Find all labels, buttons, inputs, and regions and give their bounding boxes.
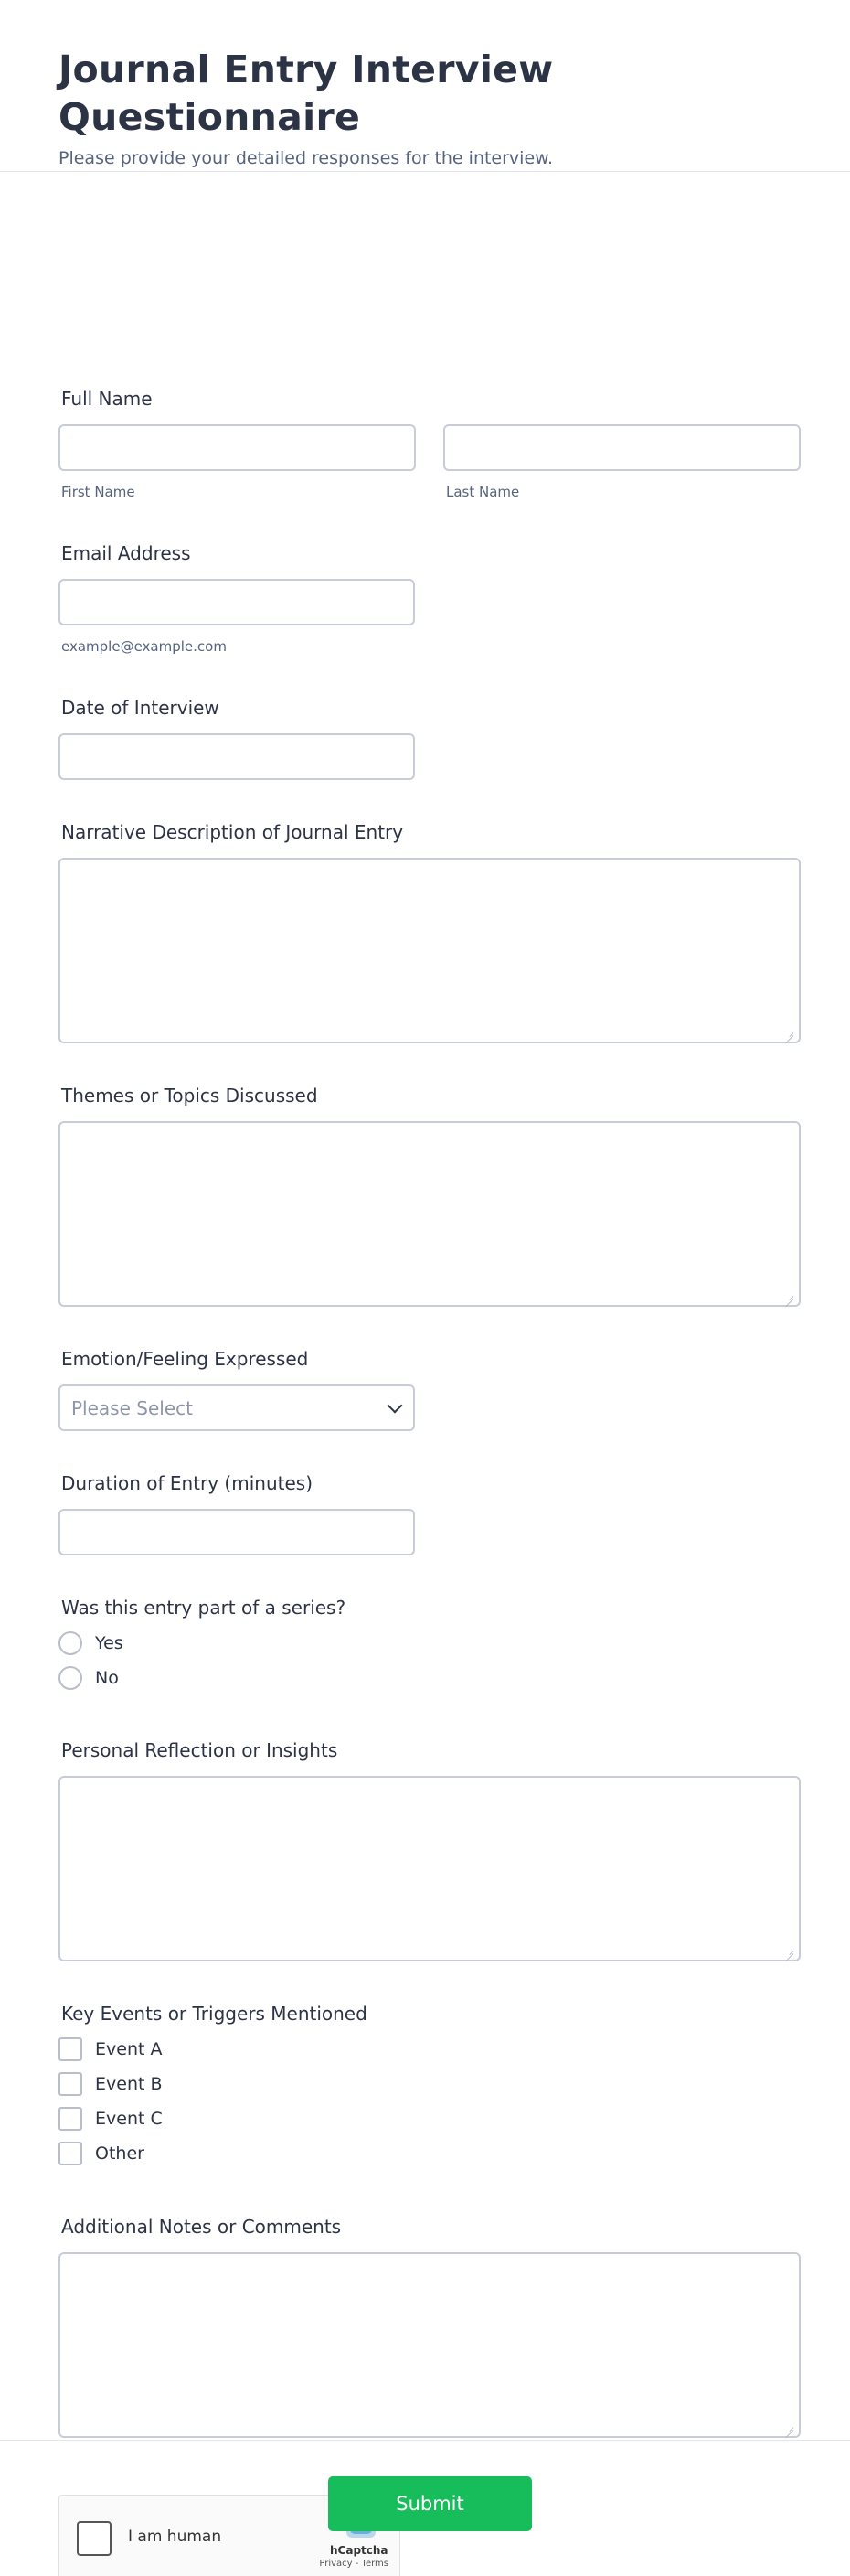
emotion-select-value: Please Select	[71, 1396, 193, 1419]
page-title: Journal Entry Interview Questionnaire	[58, 48, 554, 139]
email-input[interactable]	[58, 579, 415, 625]
narrative-field	[58, 821, 801, 1043]
events-field	[58, 2003, 801, 2171]
notes-textarea[interactable]	[58, 2252, 801, 2438]
series-option-label: Yes	[95, 1633, 123, 1653]
themes-label: Themes or Topics Discussed	[61, 1085, 318, 1106]
series-option-no[interactable]	[58, 1661, 801, 1695]
date-label: Date of Interview	[61, 697, 219, 719]
narrative-label: Narrative Description of Journal Entry	[61, 821, 404, 843]
captcha-brand: hCaptcha	[330, 2544, 388, 2557]
resize-grip-icon[interactable]	[785, 1291, 793, 1299]
series-option-yes[interactable]	[58, 1626, 801, 1661]
checkbox[interactable]	[58, 2037, 82, 2061]
first-name-sublabel: First Name	[61, 484, 135, 500]
reflection-field	[58, 1739, 801, 1961]
emotion-select[interactable]	[58, 1384, 415, 1431]
event-option-c[interactable]	[58, 2101, 801, 2136]
duration-field	[58, 1472, 801, 1555]
resize-grip-icon[interactable]	[785, 1946, 793, 1954]
narrative-textarea[interactable]	[58, 858, 801, 1043]
resize-grip-icon[interactable]	[785, 2422, 793, 2431]
event-option-other[interactable]	[58, 2136, 801, 2171]
date-field	[58, 697, 801, 780]
full-name-field	[58, 388, 801, 500]
captcha-label: I am human	[128, 2528, 222, 2546]
event-option-label: Event C	[95, 2109, 163, 2129]
last-name-sublabel: Last Name	[446, 484, 520, 500]
form-footer	[0, 2440, 850, 2576]
checkbox[interactable]	[58, 2142, 82, 2165]
radio-button[interactable]	[58, 1666, 82, 1690]
emotion-field	[58, 1348, 801, 1431]
series-label: Was this entry part of a series?	[61, 1597, 346, 1619]
event-option-a[interactable]	[58, 2032, 801, 2067]
email-label: Email Address	[61, 542, 191, 564]
themes-textarea[interactable]	[58, 1121, 801, 1307]
page-subtitle: Please provide your detailed responses for the interview.	[58, 148, 553, 168]
events-label: Key Events or Triggers Mentioned	[61, 2003, 367, 2025]
series-option-label: No	[95, 1668, 119, 1688]
captcha-links[interactable]: Privacy - Terms	[319, 2559, 388, 2569]
checkbox[interactable]	[58, 2107, 82, 2131]
reflection-label: Personal Reflection or Insights	[61, 1739, 338, 1761]
form-header	[0, 0, 850, 172]
checkbox[interactable]	[58, 2072, 82, 2096]
notes-field	[58, 2216, 801, 2438]
duration-input[interactable]	[58, 1509, 415, 1555]
event-option-b[interactable]	[58, 2067, 801, 2101]
first-name-input[interactable]	[58, 424, 416, 471]
last-name-input[interactable]	[443, 424, 801, 471]
reflection-textarea[interactable]	[58, 1776, 801, 1961]
chevron-down-icon	[388, 1397, 403, 1413]
submit-button[interactable]: Submit	[328, 2476, 532, 2531]
email-field	[58, 542, 801, 655]
duration-label: Duration of Entry (minutes)	[61, 1472, 313, 1494]
event-option-label: Event A	[95, 2039, 163, 2059]
themes-field	[58, 1085, 801, 1307]
resize-grip-icon[interactable]	[785, 1028, 793, 1036]
event-option-label: Event B	[95, 2074, 163, 2094]
email-sublabel: example@example.com	[61, 638, 227, 655]
full-name-label: Full Name	[61, 388, 153, 410]
event-option-label: Other	[95, 2143, 144, 2164]
radio-button[interactable]	[58, 1631, 82, 1655]
notes-label: Additional Notes or Comments	[61, 2216, 342, 2238]
series-field	[58, 1597, 801, 1695]
emotion-label: Emotion/Feeling Expressed	[61, 1348, 309, 1370]
date-input[interactable]	[58, 733, 415, 780]
